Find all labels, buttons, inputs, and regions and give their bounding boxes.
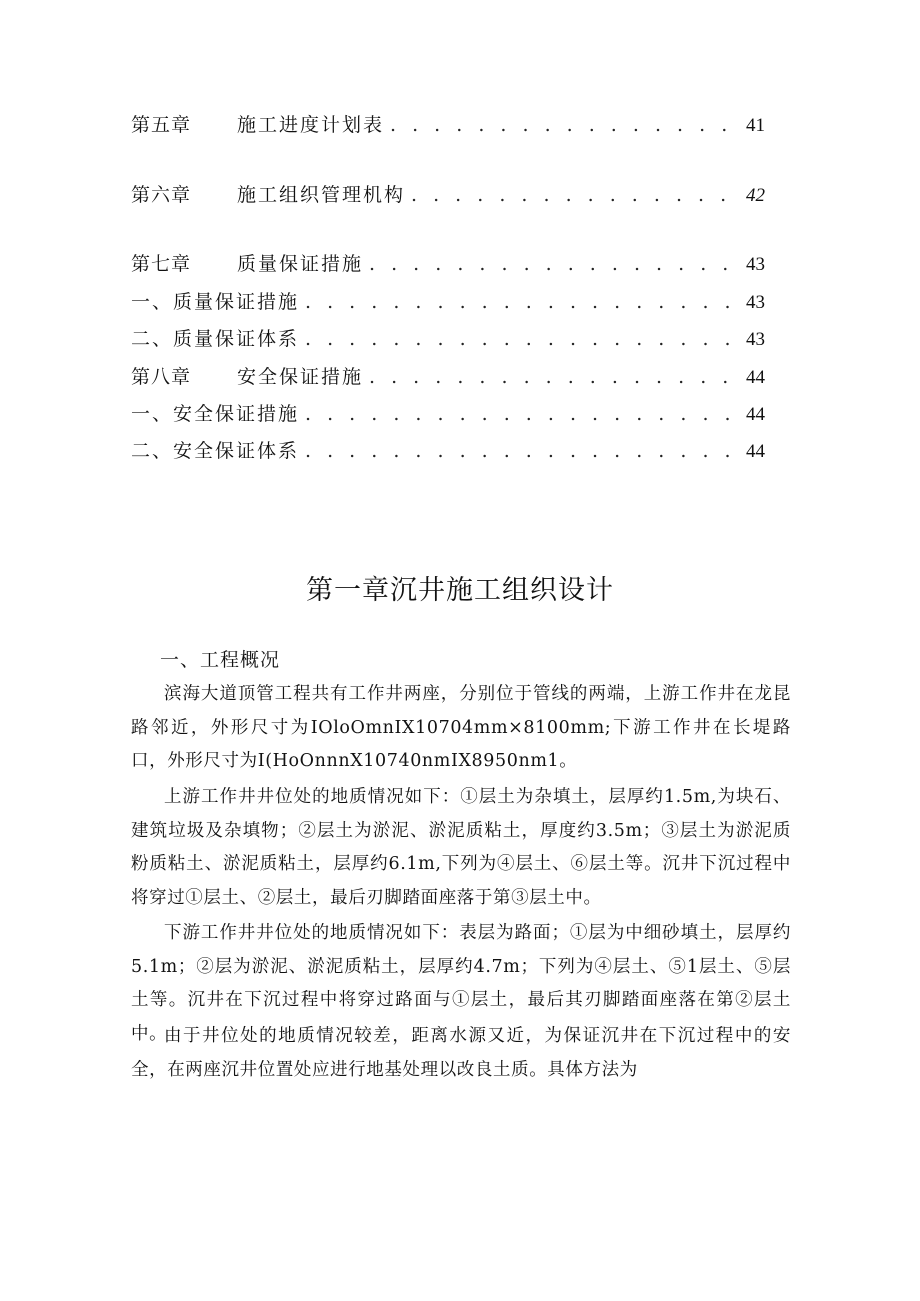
body-paragraph: 由于井位处的地质情况较差，距离水源又近，为保证沉井在下沉过程中的安全，在两座沉井位置处应进行地基处理以改良土质。具体方法为: [131, 1026, 791, 1080]
toc-leader: [305, 325, 742, 353]
toc-page: 42: [746, 185, 765, 206]
toc-page: 43: [746, 254, 765, 275]
body-paragraph: 下游工作井井位处的地质情况如下：表层为路面；①层为中细砂填土，层厚约5.1m；②层为淤泥、淤泥质粘土，层厚约4.7m；下列为④层土、⑤1层土、⑤层土等。沉井在下沉过程中将穿过路面与①层土，最后其刃脚踏面座落在第②层土中。: [131, 923, 791, 1044]
section-title: 一、工程概况: [160, 649, 281, 671]
toc-chapter: 第六章: [131, 184, 192, 206]
toc-entry[interactable]: [131, 437, 765, 465]
body-paragraph: 滨海大道顶管工程共有工作井两座，分别位于管线的两端，上游工作井在龙昆路邻近，外形尺寸为IOloOmnIX10704mm×8100mm;下游工作井在长堤路口，外形尺寸为I(HoOnnnX10740nmIX8950nm1。: [131, 684, 791, 771]
toc-title: 一、质量保证措施: [131, 291, 300, 313]
toc-chapter: 第七章: [131, 253, 192, 275]
toc-leader: [369, 363, 742, 391]
toc-leader: [390, 111, 742, 139]
toc-page: 44: [746, 367, 765, 388]
toc-entry[interactable]: [131, 363, 765, 391]
toc-title: 质量保证措施: [237, 253, 364, 275]
toc-chapter: 第五章: [131, 114, 192, 136]
toc-title: 二、安全保证体系: [131, 440, 300, 462]
toc-leader: [305, 400, 742, 428]
body-paragraph: 上游工作井井位处的地质情况如下：①层土为杂填土，层厚约1.5m,为块石、建筑垃圾及杂填物；②层土为淤泥、淤泥质粘土，厚度约3.5m；③层土为淤泥质粉质粘土、淤泥质粘土，层厚约6.1m,下列为④层土、⑥层土等。沉井下沉过程中将穿过①层土、②层土，最后刃脚踏面座落于第③层土中。: [131, 787, 791, 908]
toc-entry[interactable]: [131, 250, 765, 278]
toc-chapter: 第八章: [131, 366, 192, 388]
toc-page: 44: [746, 404, 765, 425]
toc-title: 施工组织管理机构: [237, 184, 406, 206]
toc-entry[interactable]: [131, 288, 765, 316]
toc-leader: [369, 250, 742, 278]
toc-title: 二、质量保证体系: [131, 328, 300, 350]
toc-title: 一、安全保证措施: [131, 403, 300, 425]
chapter-heading: 第一章沉井施工组织设计: [306, 575, 614, 606]
toc-page: 44: [746, 441, 765, 462]
toc-entry[interactable]: [131, 111, 765, 139]
toc-entry[interactable]: [131, 181, 765, 209]
toc-title: 安全保证措施: [237, 366, 364, 388]
toc-page: 43: [746, 329, 765, 350]
toc-leader: [411, 181, 742, 209]
toc-entry[interactable]: [131, 325, 765, 353]
toc-page: 43: [746, 292, 765, 313]
toc-title: 施工进度计划表: [237, 114, 385, 136]
toc-leader: [305, 288, 742, 316]
toc-entry[interactable]: [131, 400, 765, 428]
toc-page: 41: [746, 115, 765, 136]
toc-leader: [305, 437, 742, 465]
